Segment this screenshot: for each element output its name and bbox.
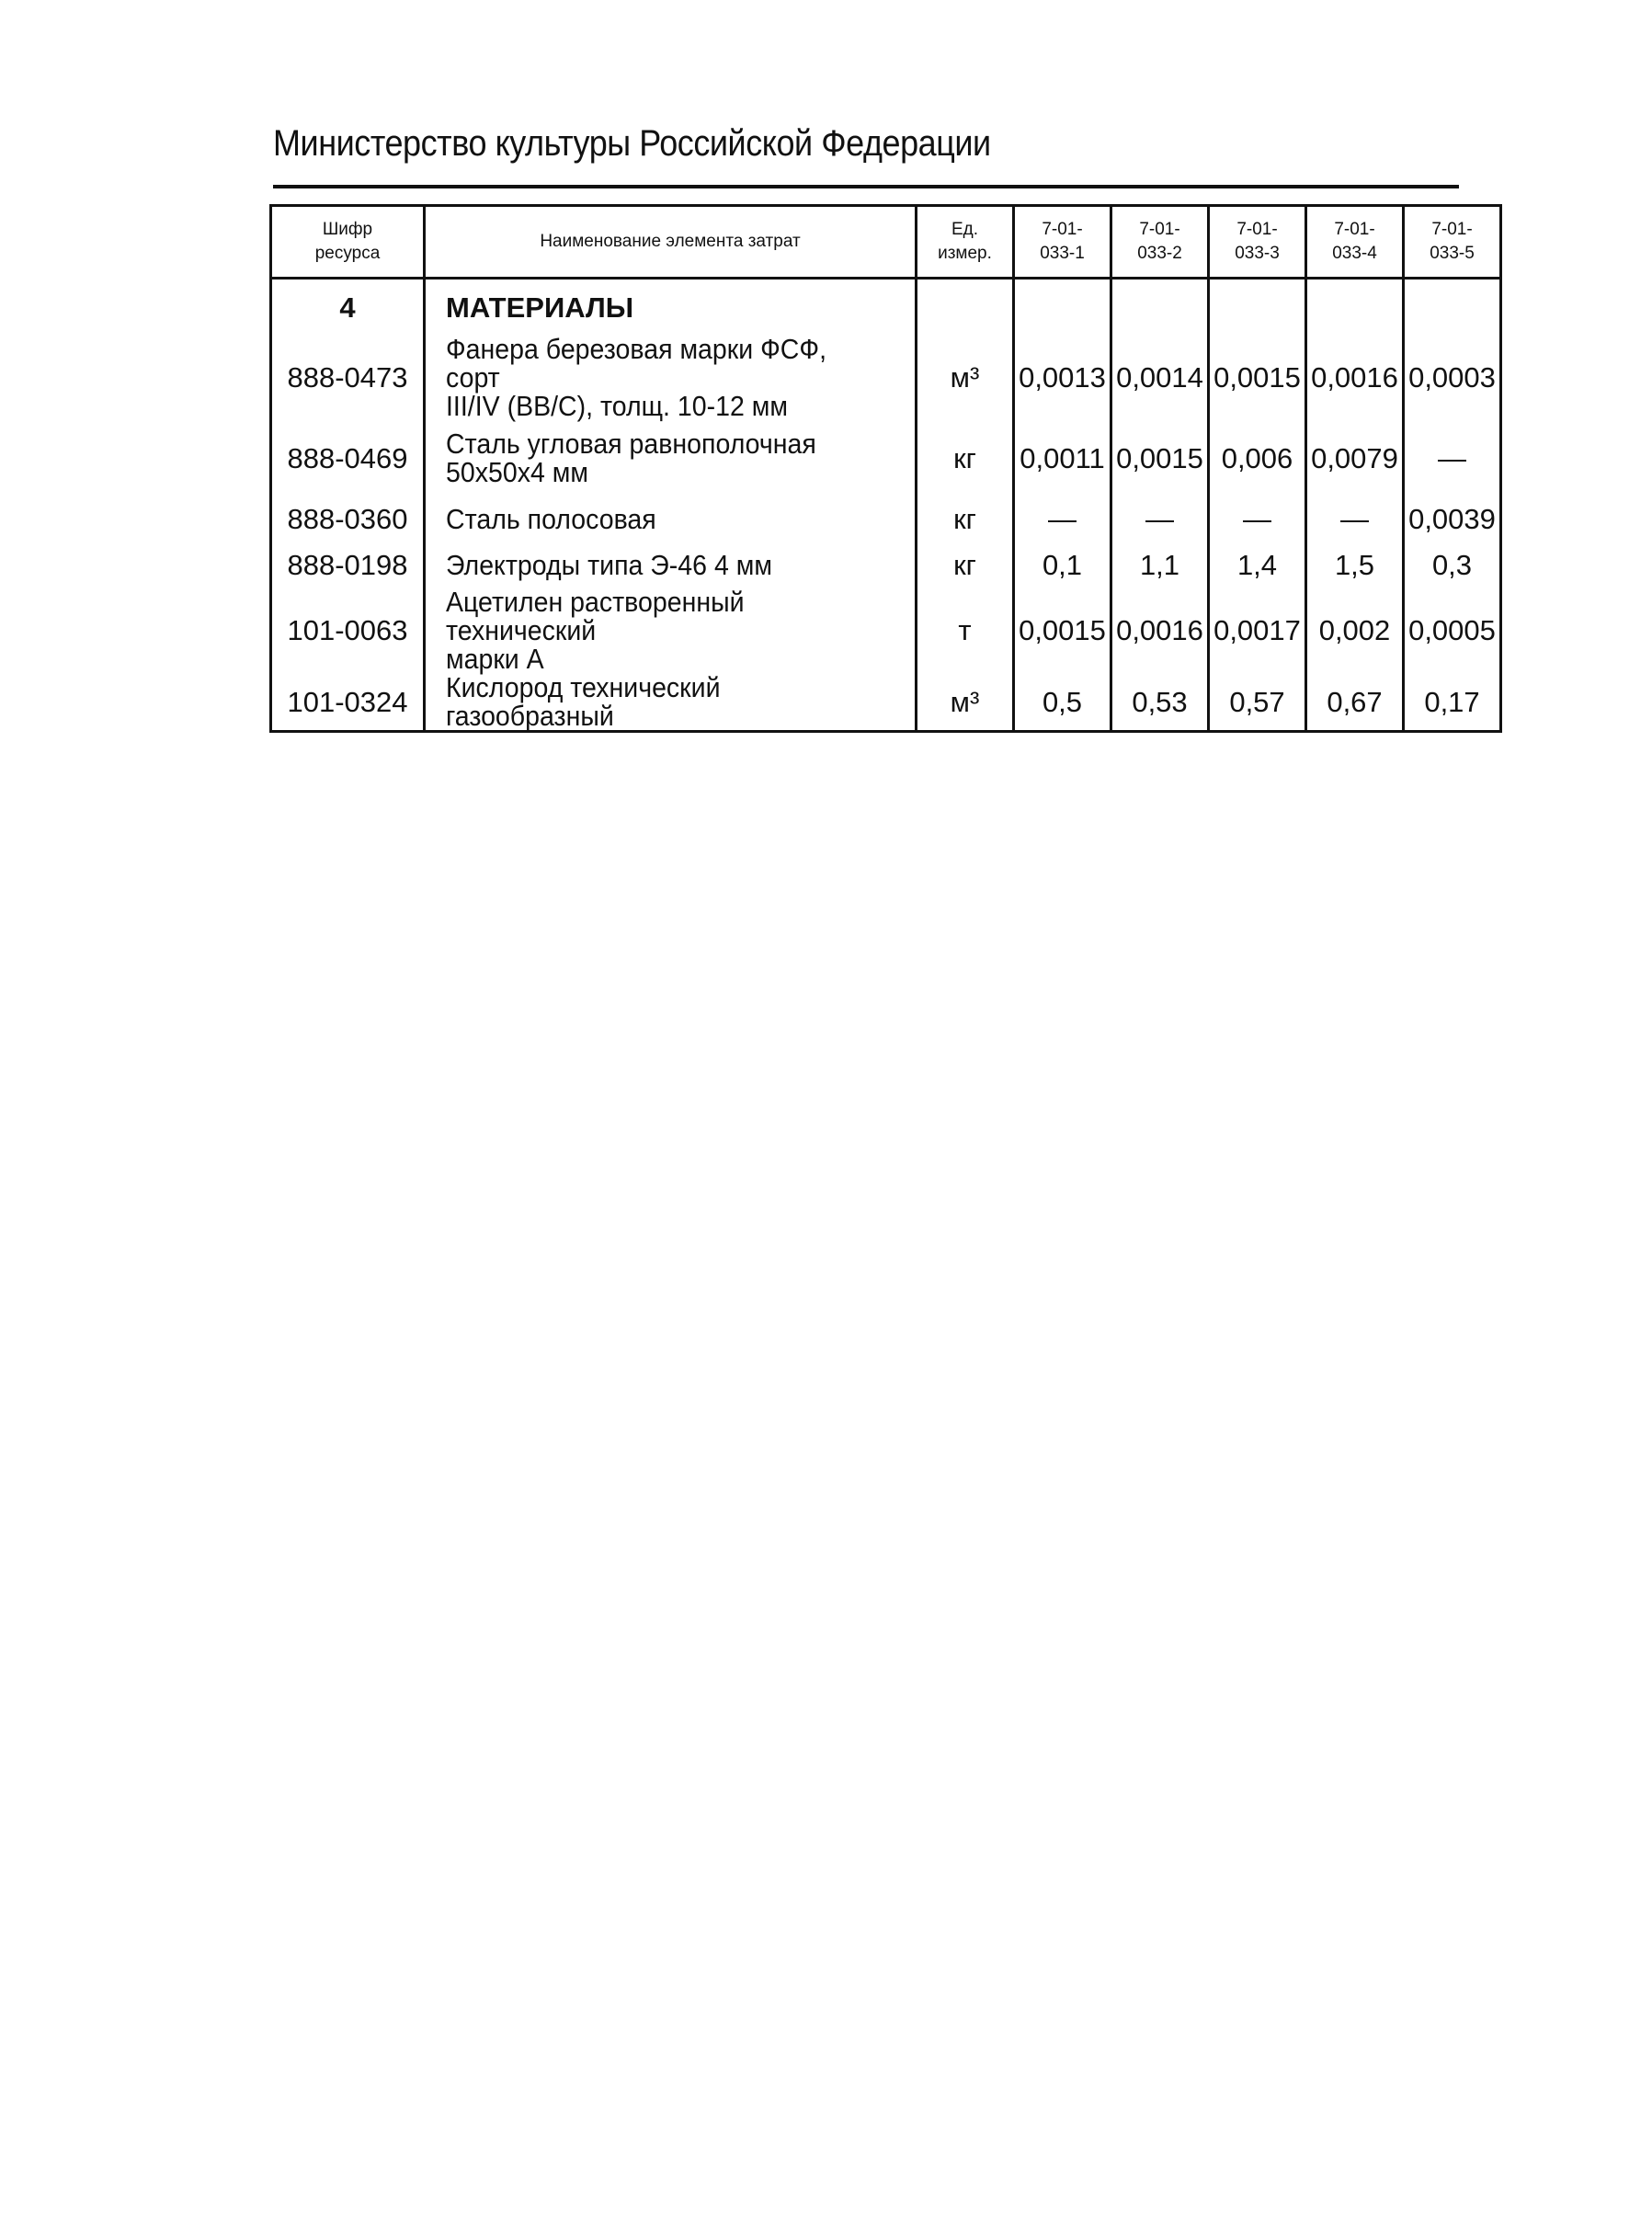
header-col-4-line1: 7-01-: [1334, 220, 1375, 239]
header-col-1-line1: 7-01-: [1042, 220, 1083, 239]
unit-cell: м³: [917, 335, 1014, 420]
value-cell: 0,3: [1404, 542, 1501, 588]
header-col-1-line2: 033-1: [1040, 244, 1085, 263]
unit-cell: кг: [917, 496, 1014, 542]
table-row: [271, 420, 1501, 496]
value-cell: 0,0005: [1404, 588, 1501, 673]
resource-name: [425, 673, 917, 732]
empty-cell: [1014, 279, 1111, 336]
empty-cell: [1404, 279, 1501, 336]
value-cell: 0,0015: [1014, 588, 1111, 673]
value-cell: —: [1404, 420, 1501, 496]
header-col-5-line1: 7-01-: [1431, 220, 1473, 239]
section-row: [271, 279, 1501, 336]
page-header: [273, 118, 1459, 169]
table-row: [271, 542, 1501, 588]
resource-name: [425, 588, 917, 673]
resource-name-line: марки А: [446, 643, 544, 675]
value-cell: 0,57: [1209, 673, 1306, 732]
value-cell: 0,002: [1306, 588, 1404, 673]
value-cell: 0,53: [1111, 673, 1209, 732]
table-header-row: [271, 206, 1501, 279]
value-cell: 0,0039: [1404, 496, 1501, 542]
header-col-1: [1014, 206, 1111, 279]
header-code-line2: ресурса: [314, 244, 381, 263]
value-cell: 0,006: [1209, 420, 1306, 496]
resource-name-line: Сталь угловая равнополочная: [446, 428, 816, 460]
header-col-2-line2: 033-2: [1137, 244, 1182, 263]
value-cell: 0,0015: [1111, 420, 1209, 496]
value-cell: —: [1306, 496, 1404, 542]
value-cell: 1,1: [1111, 542, 1209, 588]
resource-code: 888-0473: [271, 335, 425, 420]
value-cell: 0,67: [1306, 673, 1404, 732]
resource-name-line: III/IV (ВВ/С), толщ. 10-12 мм: [446, 390, 788, 422]
header-code-line1: Шифр: [322, 220, 373, 239]
empty-cell: [917, 279, 1014, 336]
value-cell: 0,0011: [1014, 420, 1111, 496]
section-title: МАТЕРИАЛЫ: [425, 279, 917, 336]
resource-code: 888-0360: [271, 496, 425, 542]
header-col-3: [1209, 206, 1306, 279]
header-unit-line2: измер.: [938, 244, 992, 263]
unit-cell: кг: [917, 420, 1014, 496]
header-unit: [917, 206, 1014, 279]
resource-name: [425, 496, 917, 542]
value-cell: 0,0017: [1209, 588, 1306, 673]
table-row: [271, 673, 1501, 732]
header-col-4: [1306, 206, 1404, 279]
page-title: Министерство культуры Российской Федерации: [273, 123, 991, 164]
header-name: [425, 206, 917, 279]
value-cell: —: [1209, 496, 1306, 542]
value-cell: 0,17: [1404, 673, 1501, 732]
resource-code: 888-0198: [271, 542, 425, 588]
header-code: [271, 206, 425, 279]
unit-cell: м³: [917, 673, 1014, 732]
resource-name-line: Фанера березовая марки ФСФ, сорт: [446, 333, 826, 394]
value-cell: 0,0014: [1111, 335, 1209, 420]
table-row: [271, 496, 1501, 542]
header-col-3-line2: 033-3: [1235, 244, 1280, 263]
resource-name: [425, 335, 917, 420]
resource-name-line: Сталь полосовая: [446, 502, 656, 535]
empty-cell: [1111, 279, 1209, 336]
header-unit-line1: Ед.: [951, 220, 979, 239]
table-row: [271, 335, 1501, 420]
value-cell: 0,0003: [1404, 335, 1501, 420]
value-cell: 0,5: [1014, 673, 1111, 732]
resource-name-line: 50х50х4 мм: [446, 456, 588, 488]
resource-name-line: Кислород технический газообразный: [446, 671, 721, 732]
resource-code: 101-0324: [271, 673, 425, 732]
empty-cell: [1209, 279, 1306, 336]
resource-table: [269, 204, 1502, 733]
header-col-3-line1: 7-01-: [1236, 220, 1278, 239]
header-col-4-line2: 033-4: [1332, 244, 1377, 263]
value-cell: 0,0015: [1209, 335, 1306, 420]
value-cell: 0,1: [1014, 542, 1111, 588]
unit-cell: т: [917, 588, 1014, 673]
value-cell: 0,0016: [1111, 588, 1209, 673]
resource-code: 101-0063: [271, 588, 425, 673]
value-cell: 1,5: [1306, 542, 1404, 588]
header-rule: [273, 185, 1459, 188]
resource-code: 888-0469: [271, 420, 425, 496]
section-code: 4: [271, 279, 425, 336]
header-col-5: [1404, 206, 1501, 279]
value-cell: 1,4: [1209, 542, 1306, 588]
value-cell: 0,0079: [1306, 420, 1404, 496]
resource-name-line: Ацетилен растворенный технический: [446, 586, 745, 646]
resource-name: [425, 542, 917, 588]
header-col-2-line1: 7-01-: [1139, 220, 1180, 239]
empty-cell: [1306, 279, 1404, 336]
resource-name-line: Электроды типа Э-46 4 мм: [446, 548, 772, 581]
value-cell: 0,0016: [1306, 335, 1404, 420]
unit-cell: кг: [917, 542, 1014, 588]
header-col-2: [1111, 206, 1209, 279]
resource-name: [425, 420, 917, 496]
header-name-text: Наименование элемента затрат: [540, 232, 801, 251]
value-cell: —: [1111, 496, 1209, 542]
header-col-5-line2: 033-5: [1430, 244, 1475, 263]
value-cell: 0,0013: [1014, 335, 1111, 420]
value-cell: —: [1014, 496, 1111, 542]
table-row: [271, 588, 1501, 673]
